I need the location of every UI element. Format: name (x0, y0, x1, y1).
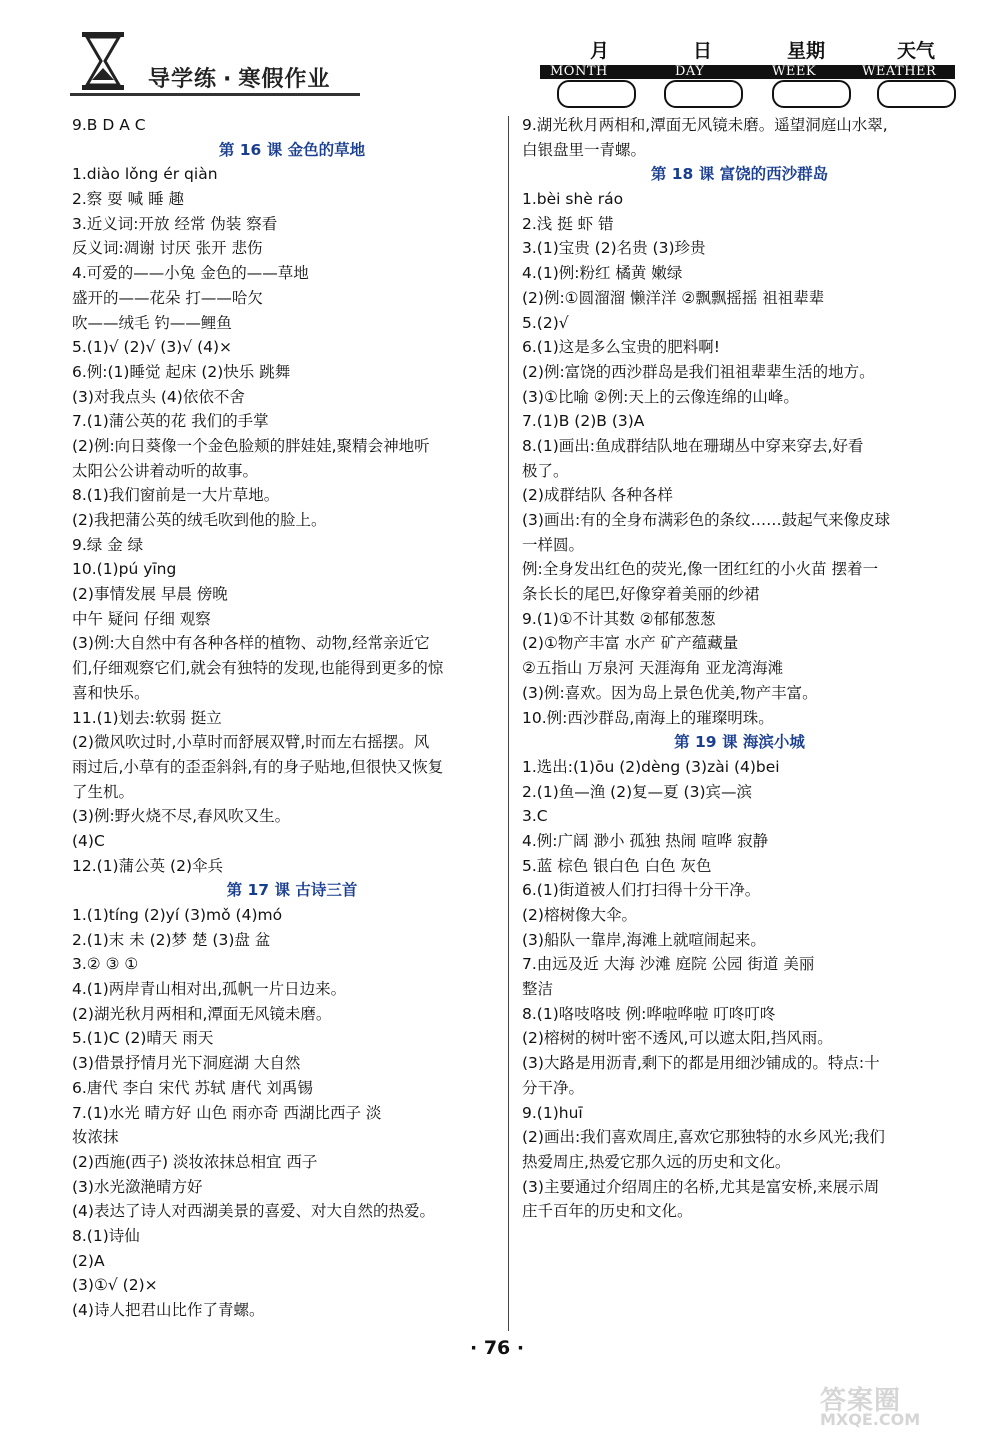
day-en: DAY (675, 64, 705, 79)
answer-line: 白银盘里一青螺。 (522, 140, 647, 159)
answer-line: (3)借景抒情月光下洞庭湖 大自然 (72, 1054, 301, 1073)
answer-line: 2.(1)鱼—渔 (2)复—夏 (3)宾—滨 (522, 782, 753, 801)
day-box[interactable] (664, 80, 743, 108)
answer-line: (4)C (72, 831, 105, 850)
weather-en: WEATHER (862, 64, 937, 79)
answer-line: 太阳公公讲着动听的故事。 (72, 461, 259, 480)
answer-line: (3)例:野火烧不尽,春风吹又生。 (72, 807, 291, 826)
english-label-bar (540, 65, 955, 79)
date-input-boxes (552, 80, 957, 108)
answer-line: 了生机。 (72, 782, 135, 801)
answer-line: 6.(1)街道被人们打扫得十分干净。 (522, 881, 761, 900)
answer-line: 7.(1)蒲公英的花 我们的手掌 (72, 412, 269, 431)
answer-line: 们,仔细观察它们,就会有独特的发现,也能得到更多的惊 (72, 659, 444, 678)
answer-line: 9.(1)huī (522, 1103, 583, 1122)
answer-line: 喜和快乐。 (72, 683, 150, 702)
answer-line: 6.(1)这是多么宝贵的肥料啊! (522, 338, 720, 357)
answer-line: 热爱周庄,热爱它那久远的历史和文化。 (522, 1152, 791, 1171)
answer-line: 9.B D A C (72, 116, 146, 134)
answer-line: 6.例:(1)睡觉 起床 (2)快乐 跳舞 (72, 362, 291, 381)
hourglass-icon (78, 30, 128, 92)
answer-line: 7.(1)水光 晴方好 山色 雨亦奇 西湖比西子 淡 (72, 1103, 382, 1122)
week-box[interactable] (772, 80, 851, 108)
brand-name: 导学练 (148, 67, 218, 92)
right-column (522, 113, 957, 1224)
answer-line: ②五指山 万泉河 天涯海角 亚龙湾海滩 (522, 659, 784, 678)
answer-line: (3)画出:有的全身布满彩色的条纹……鼓起气来像皮球 (522, 511, 891, 529)
watermark-text: 答案圈 (820, 1386, 902, 1416)
answer-line: (2)我把蒲公英的绒毛吹到他的脸上。 (72, 511, 327, 529)
answer-line: 3.近义词:开放 经常 伪装 察看 (72, 214, 278, 233)
month-label: 月 (590, 40, 610, 62)
answer-line: 4.(1)两岸青山相对出,孤帆一片日边来。 (72, 980, 347, 999)
answer-line: 例:全身发出红色的荧光,像一团红红的小火苗 摆着一 (522, 560, 879, 579)
answer-line: 一样圆。 (522, 535, 585, 554)
answer-line: (2)成群结队 各种各样 (522, 486, 673, 505)
answer-line: (3)船队一靠岸,海滩上就喧闹起来。 (522, 930, 766, 949)
answer-line: 3.C (522, 807, 548, 826)
answer-line: 8.(1)诗仙 (72, 1226, 140, 1245)
answer-line: (2)西施(西子) 淡妆浓抹总相宜 西子 (72, 1152, 318, 1171)
answer-line: (2)例:①圆溜溜 懒洋洋 ②飘飘摇摇 祖祖辈辈 (522, 288, 825, 307)
brand-dot: · (223, 67, 233, 92)
answer-line: (2)例:向日葵像一个金色脸颊的胖娃娃,聚精会神地听 (72, 436, 430, 455)
answer-line: (2)榕树的树叶密不透风,可以遮太阳,挡风雨。 (522, 1029, 833, 1048)
answer-line: 吹——绒毛 钓——鲤鱼 (72, 313, 232, 332)
answer-line: 3.(1)宝贵 (2)名贵 (3)珍贵 (522, 239, 706, 258)
answer-line: 1.diào lǒng ér qiàn (72, 165, 218, 184)
watermark-url: MXQE.COM (820, 1410, 921, 1429)
lesson-title: 第 19 课 海滨小城 (674, 733, 805, 752)
answer-line: 2.浅 挺 虾 错 (522, 214, 614, 233)
answer-line: (4)诗人把君山比作了青螺。 (72, 1301, 265, 1319)
answer-line: (2)画出:我们喜欢周庄,喜欢它那独特的水乡风光;我们 (522, 1128, 885, 1147)
answer-line: 2.(1)末 未 (2)梦 楚 (3)盘 盆 (72, 930, 271, 949)
answer-line: (2)微风吹过时,小草时而舒展双臂,时而左右摇摆。风 (72, 733, 430, 752)
answer-line: (2)A (72, 1251, 105, 1270)
answer-line: (3)①比喻 ②例:天上的云像连绵的山峰。 (522, 387, 799, 406)
brand-title (148, 62, 330, 93)
answer-line: 9.湖光秋月两相和,潭面无风镜未磨。遥望洞庭山水翠, (522, 116, 888, 134)
answer-line: 5.(2)√ (522, 313, 569, 332)
answer-line: 5.(1)√ (2)√ (3)√ (4)× (72, 338, 233, 357)
answer-line: (3)水光潋滟晴方好 (72, 1177, 203, 1196)
answer-line: 反义词:凋谢 讨厌 张开 悲伤 (72, 239, 263, 258)
brand-underline (70, 93, 360, 96)
answer-line: 9.(1)①不计其数 ②郁郁葱葱 (522, 609, 716, 628)
column-divider (508, 116, 509, 1331)
answer-line: (3)①√ (2)× (72, 1276, 158, 1295)
answer-line: (2)例:富饶的西沙群岛是我们祖祖辈辈生活的地方。 (522, 362, 875, 381)
answer-line: 10.(1)pú yīng (72, 560, 177, 579)
answer-line: 中午 疑问 仔细 观察 (72, 609, 211, 628)
answer-line: 条长长的尾巴,好像穿着美丽的纱裙 (522, 585, 760, 604)
weather-label: 天气 (897, 40, 936, 62)
answer-line: (4)表达了诗人对西湖美景的喜爱、对大自然的热爱。 (72, 1202, 435, 1221)
answer-line: 9.绿 金 绿 (72, 535, 144, 554)
answer-line: 妆浓抹 (72, 1128, 119, 1147)
weather-box[interactable] (877, 80, 956, 108)
answer-line: 极了。 (522, 461, 569, 480)
answer-line: 10.例:西沙群岛,南海上的璀璨明珠。 (522, 708, 774, 727)
date-labels (535, 36, 955, 60)
answer-line: 4.可爱的——小兔 金色的——草地 (72, 264, 309, 283)
answer-line: 8.(1)画出:鱼成群结队地在珊瑚丛中穿来穿去,好看 (522, 436, 864, 455)
answer-line: 4.例:广阔 渺小 孤独 热闹 喧哗 寂静 (522, 831, 769, 850)
answer-line: 雨过后,小草有的歪歪斜斜,有的身子贴地,但很快又恢复 (72, 757, 444, 776)
answer-line: 1.选出:(1)ōu (2)dèng (3)zài (4)bei (522, 757, 780, 776)
answer-line: 3.② ③ ① (72, 955, 139, 974)
day-label: 日 (693, 40, 713, 62)
answer-line: 5.蓝 棕色 银白色 白色 灰色 (522, 856, 712, 875)
answer-line: 2.察 耍 喊 睡 趣 (72, 190, 184, 209)
answer-line: 7.由远及近 大海 沙滩 庭院 公园 街道 美丽 (522, 955, 815, 974)
page-number: · 76 · (470, 1337, 525, 1359)
answer-line: 8.(1)咯吱咯吱 例:哗啦哗啦 叮咚叮咚 (522, 1004, 776, 1023)
left-column (72, 113, 512, 1323)
answer-line: 7.(1)B (2)B (3)A (522, 412, 645, 431)
answer-line: 分干净。 (522, 1078, 585, 1097)
answer-line: (2)湖光秋月两相和,潭面无风镜未磨。 (72, 1004, 332, 1023)
answer-line: 6.唐代 李白 宋代 苏轼 唐代 刘禹锡 (72, 1078, 313, 1097)
answer-line: 庄千百年的历史和文化。 (522, 1202, 693, 1221)
month-box[interactable] (557, 80, 636, 108)
answer-line: (3)例:喜欢。因为岛上景色优美,物产丰富。 (522, 683, 818, 702)
answer-line: (3)大路是用沥青,剩下的都是用细沙铺成的。特点:十 (522, 1054, 880, 1073)
lesson-title: 第 16 课 金色的草地 (218, 140, 366, 159)
answer-line: (3)主要通过介绍周庄的名桥,尤其是富安桥,来展示周 (522, 1177, 880, 1196)
answer-line: (3)对我点头 (4)依依不舍 (72, 387, 245, 406)
lesson-title: 第 17 课 古诗三首 (226, 881, 358, 900)
week-label: 星期 (787, 40, 826, 62)
answer-line: 4.(1)例:粉红 橘黄 嫩绿 (522, 264, 683, 283)
answer-line: 1.(1)tíng (2)yí (3)mǒ (4)mó (72, 906, 283, 924)
page-header (0, 0, 1000, 118)
week-en: WEEK (772, 64, 817, 79)
month-en: MONTH (550, 64, 608, 79)
watermark (820, 1380, 980, 1430)
answer-line: 5.(1)C (2)晴天 雨天 (72, 1029, 214, 1048)
answer-line: (2)榕树像大伞。 (522, 906, 637, 924)
answer-line: 11.(1)划去:软弱 挺立 (72, 708, 222, 727)
answer-line: (2)①物产丰富 水产 矿产蕴藏量 (522, 634, 739, 653)
answer-line: 盛开的——花朵 打——哈欠 (72, 288, 263, 307)
answer-line: (2)事情发展 早晨 傍晚 (72, 585, 228, 604)
answer-line: 12.(1)蒲公英 (2)伞兵 (72, 856, 223, 875)
brand-subtitle: 寒假作业 (238, 67, 331, 92)
answer-line: 1.bèi shè ráo (522, 190, 624, 209)
answer-line: 整洁 (522, 980, 554, 999)
answer-line: 8.(1)我们窗前是一大片草地。 (72, 486, 280, 505)
lesson-title: 第 18 课 富饶的西沙群岛 (650, 165, 829, 184)
answer-line: (3)例:大自然中有各种各样的植物、动物,经常亲近它 (72, 634, 430, 653)
